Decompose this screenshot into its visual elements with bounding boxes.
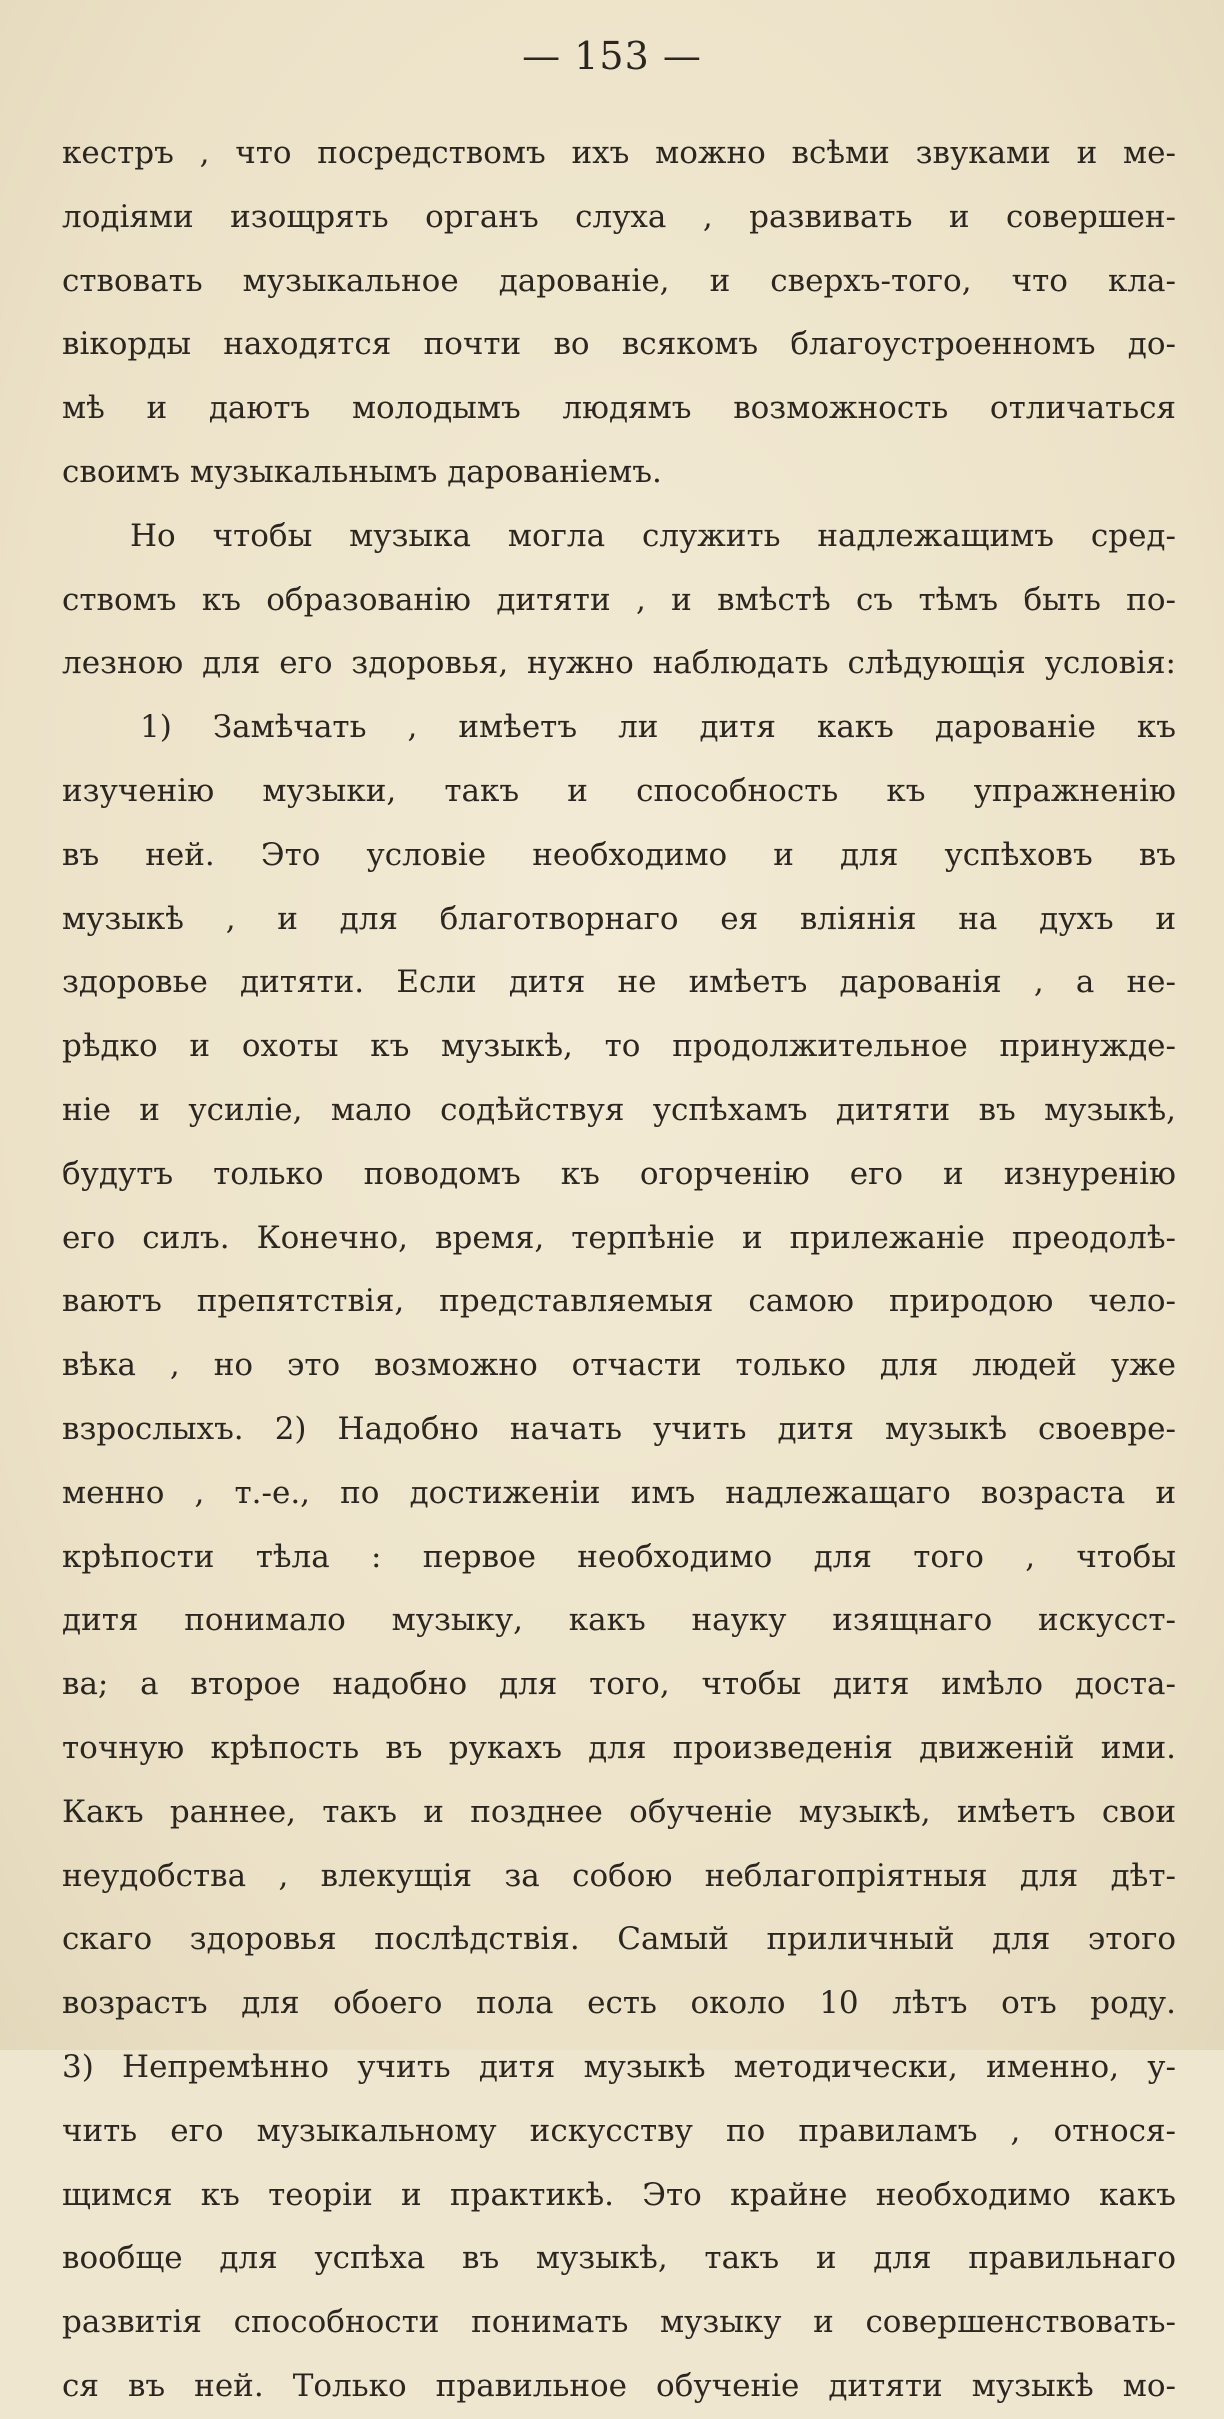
text-line: ваютъ препятствія, представляемыя самою природою чело- [62, 1283, 1176, 1320]
text-line: развитія способности понимать музыку и совершенствовать- [62, 2304, 1176, 2341]
text-line: вѣка , но это возможно отчасти только для людей уже [62, 1347, 1176, 1384]
text-line: скаго здоровья послѣдствія. Самый приличный для этого [62, 1921, 1176, 1958]
text-line: вікорды находятся почти во всякомъ благоустроенномъ до- [62, 326, 1176, 363]
text-line: Но чтобы музыка могла служить надлежащимъ сред- [130, 517, 1176, 554]
text-line: взрослыхъ. 2) Надобно начать учить дитя музыкѣ своевре- [62, 1410, 1176, 1447]
text-line: неудобства , влекущія за собою неблагопріятныя для дѣт- [62, 1857, 1176, 1894]
text-line: щимся къ теоріи и практикѣ. Это крайне необходимо какъ [62, 2176, 1176, 2213]
text-line: дитя понимало музыку, какъ науку изящнаго искусст- [62, 1602, 1176, 1639]
text-line: здоровье дитяти. Если дитя не имѣетъ дарованія , а не- [62, 964, 1176, 1001]
text-line: кестръ , что посредствомъ ихъ можно всѣми звуками и ме- [62, 135, 1176, 171]
text-line: менно , т.-е., по достиженіи имъ надлежащаго возраста и [62, 1474, 1176, 1511]
text-line: Какъ раннее, такъ и позднее обученіе музыкѣ, имѣетъ свои [62, 1793, 1176, 1830]
text-line: крѣпости тѣла : первое необходимо для того , чтобы [62, 1538, 1176, 1575]
text-line: лодіями изощрять органъ слуха , развивать и совершен- [62, 198, 1176, 235]
text-line: его силъ. Конечно, время, терпѣніе и прилежаніе преодолѣ- [62, 1219, 1176, 1256]
text-line: вообще для успѣха въ музыкѣ, такъ и для правильнаго [62, 2240, 1176, 2277]
text-line: ствомъ къ образованію дитяти , и вмѣстѣ съ тѣмъ быть по- [62, 581, 1176, 618]
text-line: 1) Замѣчать , имѣетъ ли дитя какъ дарованіе къ [140, 709, 1176, 746]
text-line: рѣдко и охоты къ музыкѣ, то продолжительное принужде- [62, 1028, 1176, 1065]
text-line: въ ней. Это условіе необходимо и для успѣховъ въ [62, 836, 1176, 873]
text-line: ствовать музыкальное дарованіе, и сверхъ-того, что кла- [62, 262, 1176, 299]
page-number: — 153 — [522, 34, 702, 78]
body-text [62, 122, 1176, 2419]
text-line: своимъ музыкальнымъ дарованіемъ. [62, 453, 662, 490]
text-line: будутъ только поводомъ къ огорченію его и изнуренію [62, 1155, 1176, 1192]
text-line: ва; а второе надобно для того, чтобы дитя имѣло доста- [62, 1666, 1176, 1703]
text-line: чить его музыкальному искусству по правиламъ , относя- [62, 2112, 1176, 2149]
text-line: ся въ ней. Только правильное обученіе дитяти музыкѣ мо- [62, 2367, 1176, 2404]
text-line: лезною для его здоровья, нужно наблюдать слѣдующія условія: [62, 645, 1176, 682]
text-line: точную крѣпость въ рукахъ для произведенія движеній ими. [62, 1729, 1176, 1766]
text-line: музыкѣ , и для благотворнаго ея вліянія на духъ и [62, 900, 1176, 937]
text-line: 3) Непремѣнно учить дитя музыкѣ методически, именно, у- [62, 2048, 1176, 2085]
text-line: возрастъ для обоего пола есть около 10 лѣтъ отъ роду. [62, 1985, 1176, 2022]
text-line: изученію музыки, такъ и способность къ упражненію [62, 772, 1176, 809]
text-line: мѣ и даютъ молодымъ людямъ возможность отличаться [62, 390, 1176, 427]
text-line: ніе и усиліе, мало содѣйствуя успѣхамъ дитяти въ музыкѣ, [62, 1091, 1176, 1128]
